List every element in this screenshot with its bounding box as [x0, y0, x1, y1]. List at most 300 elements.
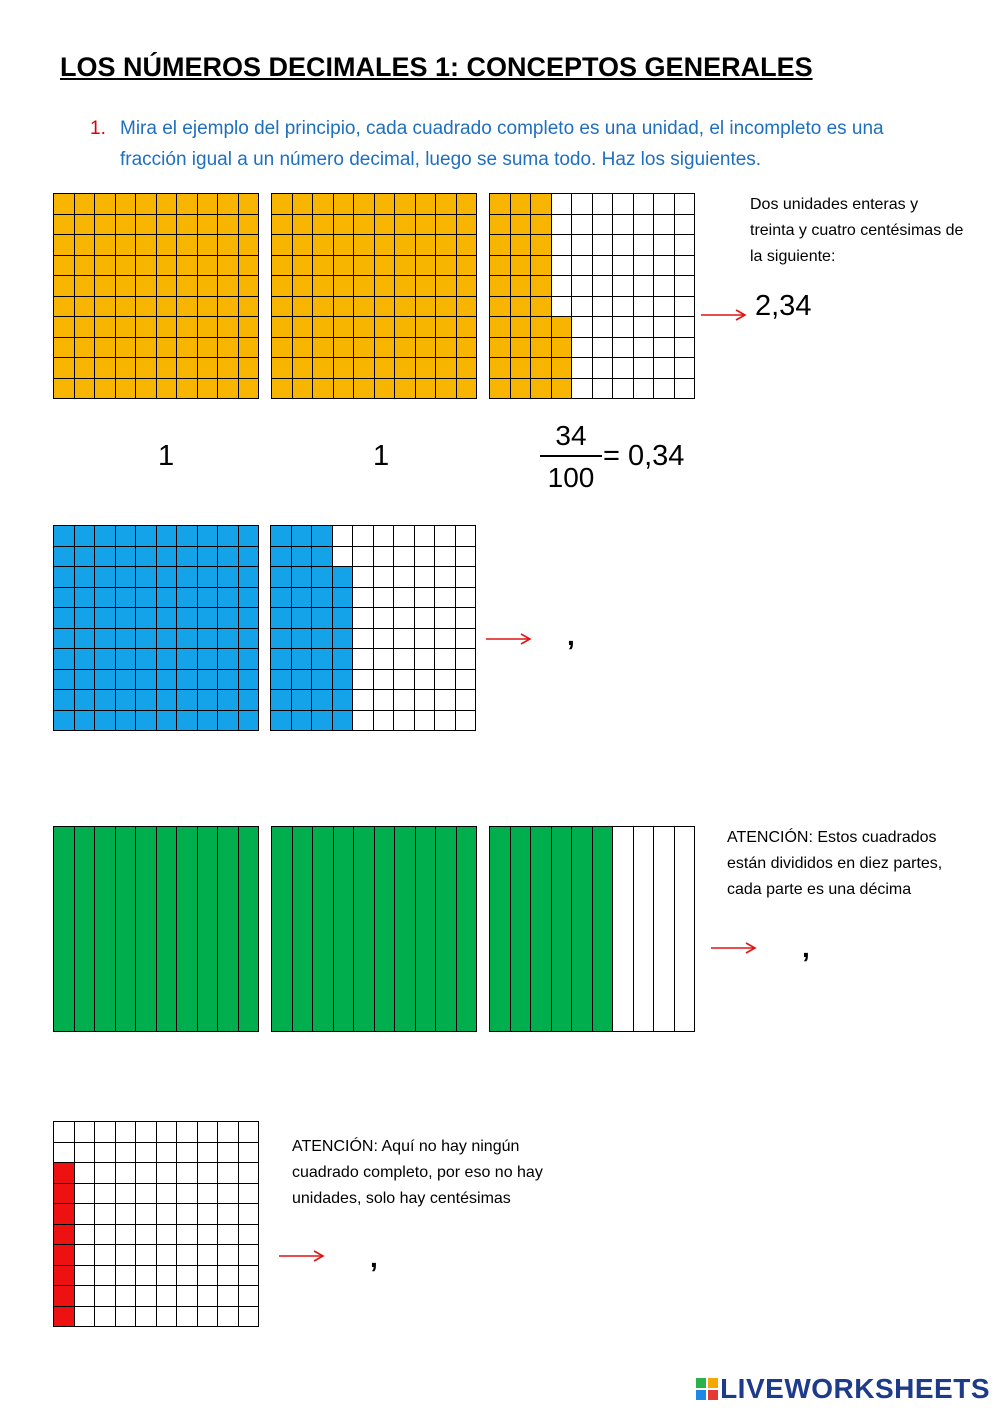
- hundredth-cell: [613, 194, 633, 214]
- hundredth-cell: [218, 547, 238, 567]
- hundredth-cell: [239, 358, 259, 378]
- hundredth-cell: [457, 276, 477, 296]
- hundredth-cell: [490, 297, 510, 317]
- hundredth-cell: [54, 567, 74, 587]
- unit-label-1: 1: [158, 440, 175, 472]
- hundredth-cell: [136, 256, 156, 276]
- hundredth-cell: [634, 317, 654, 337]
- hundredth-cell: [54, 1184, 74, 1204]
- hundredth-cell: [198, 1266, 218, 1286]
- hundredth-cell: [177, 1245, 197, 1265]
- hundredth-cell: [218, 567, 238, 587]
- hundredth-cell: [593, 215, 613, 235]
- hundredth-cell: [95, 711, 115, 731]
- hundredth-cell: [116, 194, 136, 214]
- hundredth-cell: [312, 670, 332, 690]
- instruction-number: 1.: [90, 118, 106, 139]
- hundredth-cell: [293, 379, 313, 399]
- hundredth-cell: [334, 297, 354, 317]
- hundredth-cell: [136, 276, 156, 296]
- hundredth-cell: [177, 547, 197, 567]
- hundredth-cell: [218, 1307, 238, 1327]
- hundredth-cell: [75, 1122, 95, 1142]
- hundredth-cell: [157, 1143, 177, 1163]
- hundredth-cell: [416, 276, 436, 296]
- hundredth-cell: [634, 215, 654, 235]
- hundredth-cell: [198, 547, 218, 567]
- hundredth-cell: [354, 276, 374, 296]
- hundredth-cell: [95, 276, 115, 296]
- hundredth-cell: [177, 1184, 197, 1204]
- hundredth-cell: [198, 256, 218, 276]
- hundredth-cell: [157, 215, 177, 235]
- hundredth-cell: [116, 547, 136, 567]
- hundredth-cell: [218, 215, 238, 235]
- hundredth-cell: [293, 235, 313, 255]
- hundredth-cell: [333, 711, 353, 731]
- tenth-strip: [177, 827, 197, 1031]
- hundredth-cell: [490, 379, 510, 399]
- hundredth-cell: [292, 629, 312, 649]
- hundredth-cell: [75, 379, 95, 399]
- hundredth-cell: [634, 358, 654, 378]
- tenth-strip: [511, 827, 531, 1031]
- hundredth-cell: [292, 711, 312, 731]
- hundredth-cell: [271, 629, 291, 649]
- hundredth-cell: [271, 670, 291, 690]
- hundredth-cell: [374, 711, 394, 731]
- hundredth-cell: [552, 194, 572, 214]
- hundredth-cell: [634, 194, 654, 214]
- hundredth-cell: [54, 276, 74, 296]
- hundredth-cell: [95, 235, 115, 255]
- hundredth-cell: [116, 1266, 136, 1286]
- tenth-strip: [490, 827, 510, 1031]
- hundredth-cell: [198, 690, 218, 710]
- hundredth-cell: [375, 194, 395, 214]
- hundredth-cell: [239, 567, 259, 587]
- hundredth-cell: [634, 256, 654, 276]
- green-answer-comma[interactable]: ,: [802, 932, 810, 963]
- hundredth-cell: [136, 317, 156, 337]
- hundredth-cell: [293, 256, 313, 276]
- hundredth-cell: [136, 649, 156, 669]
- hundredth-cell: [415, 526, 435, 546]
- hundredth-cell: [177, 1122, 197, 1142]
- hundredth-cell: [75, 1225, 95, 1245]
- hundredth-cell: [654, 256, 674, 276]
- hundredth-cell: [293, 317, 313, 337]
- hundredth-cell: [436, 358, 456, 378]
- fraction-denominator: 100: [547, 462, 595, 493]
- hundredth-cell: [198, 526, 218, 546]
- hundredth-cell: [593, 194, 613, 214]
- hundredth-cell: [333, 649, 353, 669]
- hundredth-cell: [593, 317, 613, 337]
- tenth-strip: [552, 827, 572, 1031]
- tenth-strip: [198, 827, 218, 1031]
- hundredth-cell: [436, 317, 456, 337]
- hundredth-cell: [394, 588, 414, 608]
- hundredth-cell: [552, 256, 572, 276]
- unit-label-2: 1: [373, 440, 390, 472]
- hundredth-cell: [333, 526, 353, 546]
- tenth-strip: [436, 827, 456, 1031]
- hundredth-cell: [157, 1225, 177, 1245]
- hundredth-cell: [116, 256, 136, 276]
- arrow-icon: [485, 632, 533, 646]
- green-note: ATENCIÓN: Estos cuadrados están divididos en diez partes, cada parte es una décima: [727, 829, 943, 898]
- hundredth-cell: [177, 256, 197, 276]
- hundredth-cell: [613, 317, 633, 337]
- hundredth-cell: [198, 317, 218, 337]
- hundredth-cell: [239, 629, 259, 649]
- hundredth-cell: [157, 1163, 177, 1183]
- hundredth-cell: [116, 608, 136, 628]
- tenth-strip: [395, 827, 415, 1031]
- hundredth-cell: [334, 276, 354, 296]
- hundredth-cell: [654, 235, 674, 255]
- tenth-strip: [239, 827, 259, 1031]
- hundredth-cell: [416, 379, 436, 399]
- hundredth-cell: [572, 338, 592, 358]
- hundredth-cell: [531, 276, 551, 296]
- hundredth-cell: [531, 317, 551, 337]
- hundredth-cell: [157, 338, 177, 358]
- hundredth-cell: [374, 670, 394, 690]
- hundredth-cell: [116, 567, 136, 587]
- hundredth-cell: [395, 338, 415, 358]
- hundredth-cell: [54, 379, 74, 399]
- hundredth-cell: [95, 358, 115, 378]
- hundredth-cell: [572, 379, 592, 399]
- hundredth-cell: [435, 567, 455, 587]
- hundredth-cell: [353, 649, 373, 669]
- tenth-strip: [572, 827, 592, 1031]
- hundredth-cell: [375, 215, 395, 235]
- green-square-1: [53, 826, 259, 1032]
- hundredth-cell: [293, 276, 313, 296]
- hundredth-cell: [312, 588, 332, 608]
- hundredth-cell: [54, 649, 74, 669]
- hundredth-cell: [436, 276, 456, 296]
- tenth-strip: [116, 827, 136, 1031]
- hundredth-cell: [333, 567, 353, 587]
- hundredth-cell: [313, 256, 333, 276]
- hundredth-cell: [218, 1122, 238, 1142]
- hundredth-cell: [675, 317, 695, 337]
- hundredth-cell: [531, 297, 551, 317]
- hundredth-cell: [572, 317, 592, 337]
- hundredth-cell: [313, 297, 333, 317]
- hundredth-cell: [490, 194, 510, 214]
- hundredth-cell: [239, 588, 259, 608]
- hundredth-cell: [416, 317, 436, 337]
- hundredth-cell: [675, 297, 695, 317]
- hundredth-cell: [394, 567, 414, 587]
- hundredth-cell: [511, 235, 531, 255]
- red-square-1: [53, 1121, 259, 1327]
- hundredth-cell: [198, 670, 218, 690]
- hundredth-cell: [292, 567, 312, 587]
- hundredth-cell: [75, 670, 95, 690]
- tenth-strip: [218, 827, 238, 1031]
- hundredth-cell: [95, 1184, 115, 1204]
- hundredth-cell: [395, 379, 415, 399]
- hundredth-cell: [136, 567, 156, 587]
- hundredth-cell: [333, 608, 353, 628]
- hundredth-cell: [198, 235, 218, 255]
- hundredth-cell: [456, 526, 476, 546]
- hundredth-cell: [394, 670, 414, 690]
- hundredth-cell: [54, 711, 74, 731]
- hundredth-cell: [136, 1184, 156, 1204]
- hundredth-cell: [239, 1266, 259, 1286]
- hundredth-cell: [177, 588, 197, 608]
- hundredth-cell: [95, 608, 115, 628]
- hundredth-cell: [239, 194, 259, 214]
- hundredth-cell: [613, 235, 633, 255]
- hundredth-cell: [312, 690, 332, 710]
- hundredth-cell: [354, 297, 374, 317]
- hundredth-cell: [136, 1204, 156, 1224]
- hundredth-cell: [136, 608, 156, 628]
- hundredth-cell: [54, 670, 74, 690]
- hundredth-cell: [531, 235, 551, 255]
- hundredth-cell: [552, 358, 572, 378]
- hundredth-cell: [415, 547, 435, 567]
- tenth-strip: [675, 827, 695, 1031]
- hundredth-cell: [272, 256, 292, 276]
- hundredth-cell: [75, 256, 95, 276]
- hundredth-cell: [157, 1184, 177, 1204]
- hundredth-cell: [292, 526, 312, 546]
- hundredth-cell: [511, 379, 531, 399]
- brand-name: LIVEWORKSHEETS: [720, 1373, 990, 1404]
- hundredth-cell: [634, 276, 654, 296]
- hundredth-cell: [456, 649, 476, 669]
- hundredth-cell: [157, 608, 177, 628]
- hundredth-cell: [157, 194, 177, 214]
- hundredth-cell: [136, 1307, 156, 1327]
- hundredth-cell: [239, 608, 259, 628]
- hundredth-cell: [95, 629, 115, 649]
- arrow-icon: [278, 1249, 326, 1263]
- hundredth-cell: [394, 690, 414, 710]
- hundredth-cell: [654, 276, 674, 296]
- hundredth-cell: [334, 358, 354, 378]
- hundredth-cell: [416, 235, 436, 255]
- hundredth-cell: [490, 235, 510, 255]
- hundredth-cell: [177, 358, 197, 378]
- hundredth-cell: [198, 215, 218, 235]
- hundredth-cell: [435, 711, 455, 731]
- hundredth-cell: [95, 297, 115, 317]
- hundredth-cell: [177, 567, 197, 587]
- hundredth-cell: [593, 358, 613, 378]
- hundredth-cell: [374, 608, 394, 628]
- hundredth-cell: [593, 276, 613, 296]
- hundredth-cell: [218, 608, 238, 628]
- hundredth-cell: [353, 629, 373, 649]
- hundredth-cell: [157, 256, 177, 276]
- hundredth-cell: [54, 1245, 74, 1265]
- hundredth-cell: [490, 215, 510, 235]
- hundredth-cell: [293, 338, 313, 358]
- hundredth-cell: [436, 235, 456, 255]
- hundredth-cell: [457, 215, 477, 235]
- arrow-icon: [700, 308, 748, 322]
- hundredth-cell: [613, 338, 633, 358]
- hundredth-cell: [157, 1307, 177, 1327]
- hundredth-cell: [292, 690, 312, 710]
- hundredth-cell: [654, 194, 674, 214]
- hundredth-cell: [157, 670, 177, 690]
- hundredth-cell: [435, 588, 455, 608]
- fraction-equals: = 0,34: [603, 440, 685, 472]
- hundredth-cell: [177, 526, 197, 546]
- hundredth-cell: [675, 379, 695, 399]
- hundredth-cell: [75, 711, 95, 731]
- hundredth-cell: [272, 215, 292, 235]
- hundredth-cell: [54, 1163, 74, 1183]
- tenth-strip: [95, 827, 115, 1031]
- hundredth-cell: [95, 317, 115, 337]
- hundredth-cell: [334, 215, 354, 235]
- hundredth-cell: [292, 547, 312, 567]
- hundredth-cell: [136, 358, 156, 378]
- tenth-strip: [313, 827, 333, 1031]
- hundredth-cell: [395, 215, 415, 235]
- blue-square-2: [270, 525, 476, 731]
- red-answer-comma[interactable]: ,: [370, 1242, 378, 1273]
- hundredth-cell: [490, 358, 510, 378]
- hundredth-cell: [177, 649, 197, 669]
- hundredth-cell: [198, 194, 218, 214]
- hundredth-cell: [239, 338, 259, 358]
- hundredth-cell: [395, 194, 415, 214]
- tenth-strip: [354, 827, 374, 1031]
- example-square-3: [489, 193, 695, 399]
- hundredth-cell: [272, 194, 292, 214]
- hundredth-cell: [157, 297, 177, 317]
- hundredth-cell: [334, 235, 354, 255]
- hundredth-cell: [239, 1225, 259, 1245]
- hundredth-cell: [613, 379, 633, 399]
- hundredth-cell: [457, 194, 477, 214]
- hundredth-cell: [456, 629, 476, 649]
- hundredth-cell: [353, 547, 373, 567]
- hundredth-cell: [334, 338, 354, 358]
- hundredth-cell: [75, 338, 95, 358]
- hundredth-cell: [116, 1163, 136, 1183]
- hundredth-cell: [75, 297, 95, 317]
- hundredth-cell: [198, 1225, 218, 1245]
- hundredth-cell: [136, 1122, 156, 1142]
- hundredth-cell: [177, 1163, 197, 1183]
- hundredth-cell: [634, 338, 654, 358]
- hundredth-cell: [116, 297, 136, 317]
- hundredth-cell: [353, 690, 373, 710]
- hundredth-cell: [572, 276, 592, 296]
- hundredth-cell: [136, 670, 156, 690]
- hundredth-cell: [531, 194, 551, 214]
- hundredth-cell: [157, 547, 177, 567]
- hundredth-cell: [157, 649, 177, 669]
- hundredth-cell: [552, 297, 572, 317]
- hundredth-cell: [239, 1122, 259, 1142]
- hundredth-cell: [354, 338, 374, 358]
- hundredth-cell: [239, 649, 259, 669]
- hundredth-cell: [374, 547, 394, 567]
- hundredth-cell: [54, 608, 74, 628]
- hundredth-cell: [333, 690, 353, 710]
- hundredth-cell: [54, 1143, 74, 1163]
- hundredth-cell: [157, 317, 177, 337]
- hundredth-cell: [354, 358, 374, 378]
- hundredth-cell: [353, 588, 373, 608]
- hundredth-cell: [354, 379, 374, 399]
- hundredth-cell: [436, 256, 456, 276]
- hundredth-cell: [95, 1286, 115, 1306]
- hundredth-cell: [136, 235, 156, 255]
- hundredth-cell: [136, 690, 156, 710]
- hundredth-cell: [552, 379, 572, 399]
- hundredth-cell: [198, 649, 218, 669]
- hundredth-cell: [415, 670, 435, 690]
- hundredth-cell: [95, 567, 115, 587]
- red-note: ATENCIÓN: Aquí no hay ningún cuadrado completo, por eso no hay unidades, solo hay centésimas: [292, 1138, 543, 1207]
- hundredth-cell: [54, 194, 74, 214]
- hundredth-cell: [198, 1245, 218, 1265]
- hundredth-cell: [313, 215, 333, 235]
- hundredth-cell: [313, 379, 333, 399]
- hundredth-cell: [198, 338, 218, 358]
- hundredth-cell: [177, 690, 197, 710]
- hundredth-cell: [272, 276, 292, 296]
- hundredth-cell: [198, 1122, 218, 1142]
- hundredth-cell: [218, 690, 238, 710]
- hundredth-cell: [654, 317, 674, 337]
- hundredth-cell: [116, 1307, 136, 1327]
- hundredth-cell: [292, 649, 312, 669]
- hundredth-cell: [75, 276, 95, 296]
- hundredth-cell: [54, 690, 74, 710]
- hundredth-cell: [675, 256, 695, 276]
- hundredth-cell: [271, 588, 291, 608]
- page-title: LOS NÚMEROS DECIMALES 1: CONCEPTOS GENERALES: [60, 52, 813, 82]
- hundredth-cell: [415, 649, 435, 669]
- hundredth-cell: [374, 629, 394, 649]
- hundredth-cell: [334, 194, 354, 214]
- hundredth-cell: [136, 1245, 156, 1265]
- hundredth-cell: [572, 358, 592, 378]
- hundredth-cell: [456, 547, 476, 567]
- hundredth-cell: [136, 1266, 156, 1286]
- hundredth-cell: [531, 215, 551, 235]
- blue-answer-comma[interactable]: ,: [567, 620, 575, 651]
- hundredth-cell: [271, 690, 291, 710]
- hundredth-cell: [218, 276, 238, 296]
- example-square-1: [53, 193, 259, 399]
- hundredth-cell: [136, 588, 156, 608]
- hundredth-cell: [177, 1307, 197, 1327]
- hundredth-cell: [116, 276, 136, 296]
- hundredth-cell: [136, 711, 156, 731]
- hundredth-cell: [136, 1286, 156, 1306]
- hundredth-cell: [613, 358, 633, 378]
- tenth-strip: [613, 827, 633, 1031]
